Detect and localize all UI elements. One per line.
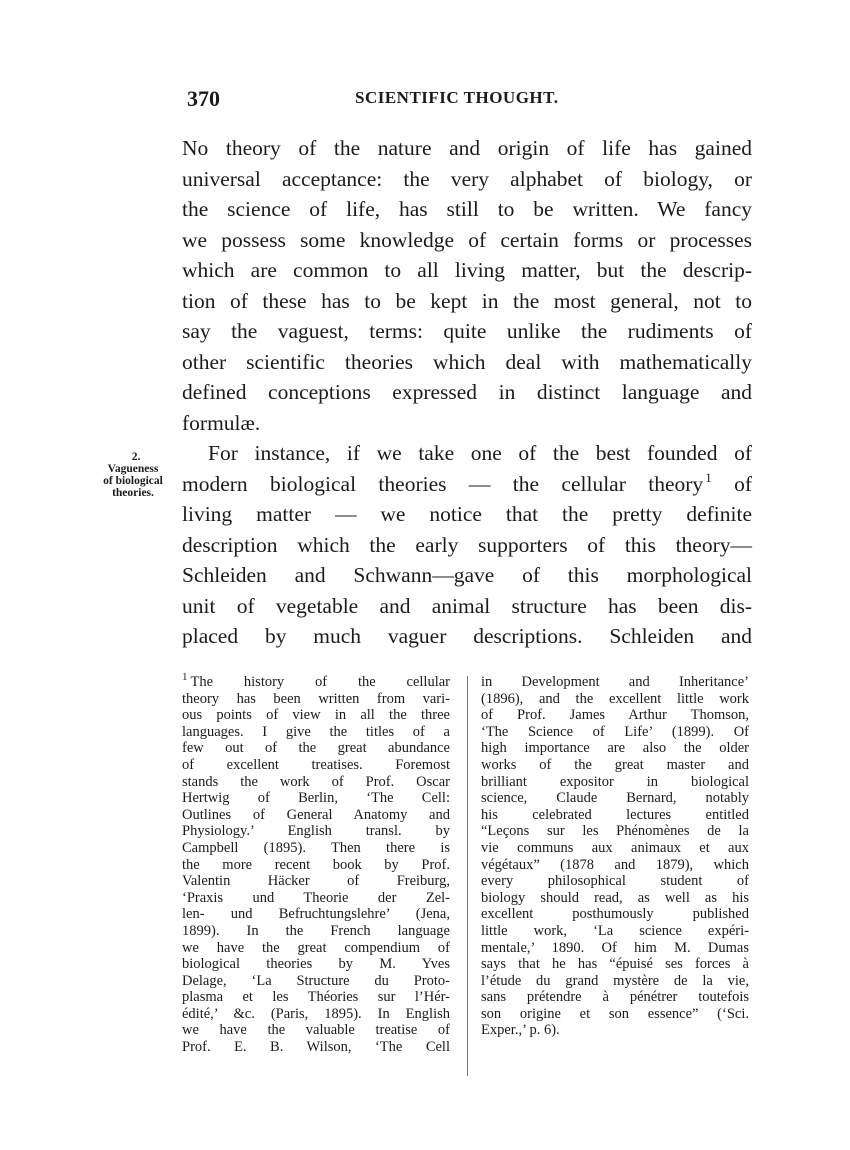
footnote-line: (1896), and the excellent little work	[481, 690, 749, 707]
body-text	[182, 133, 752, 652]
footnote-line: son origine et son essence” (‘Sci.	[481, 1005, 749, 1022]
footnote-line: l’étude du grand mystère de la vie,	[481, 972, 749, 989]
footnote-line: 1899). In the French language	[182, 922, 450, 939]
body-line: For instance, if we take one of the best founded of	[208, 441, 752, 465]
footnote-line: Outlines of General Anatomy and	[182, 806, 450, 823]
footnote-line: brilliant expositor in biological	[481, 773, 749, 790]
body-line	[182, 469, 752, 500]
footnote-right-column	[481, 674, 749, 1039]
footnote-line: Exper.,’ p. 6).	[481, 1022, 560, 1039]
body-line: placed by much vaguer descriptions. Schleiden and	[182, 624, 752, 648]
footnote-marker: 1	[705, 470, 712, 486]
footnote-line: in Development and Inheritance’	[481, 674, 749, 690]
sidenote-line: theories.	[112, 487, 154, 499]
body-line: the science of life, has still to be written. We fancy	[182, 197, 752, 221]
footnote-line: of excellent treatises. Foremost	[182, 756, 450, 773]
body-line: universal acceptance: the very alphabet of biology, or	[182, 166, 752, 191]
footnote-line: végétaux” (1878 and 1879), which	[481, 856, 749, 873]
footnote-line: excellent posthumously published	[481, 906, 749, 923]
footnote-line: vie communs aux animaux et aux	[481, 839, 749, 856]
body-line: defined conceptions expressed in distinct language and	[182, 380, 752, 404]
footnote-line: Campbell (1895). Then there is	[182, 839, 450, 856]
footnote-line: theory has been written from vari-	[182, 690, 450, 707]
footnote-line: languages. I give the titles of a	[182, 723, 450, 740]
footnote-line: the more recent book by Prof.	[182, 856, 450, 873]
body-line: which are common to all living matter, but the descrip-	[182, 258, 752, 282]
page-number: 370	[187, 86, 220, 111]
footnote-line: édité,’ &c. (Paris, 1895). In English	[182, 1005, 450, 1022]
footnote-text: The history of the cellular	[190, 674, 450, 690]
footnote-line: sans prétendre à pénétrer toutefois	[481, 989, 749, 1006]
footnote-line: len- und Befruchtungslehre’ (Jena,	[182, 906, 450, 923]
body-line: say the vaguest, terms: quite unlike the rudiments of	[182, 319, 752, 343]
footnote-column-rule	[467, 676, 468, 1076]
footnote-line: Delage, ‘La Structure du Proto-	[182, 972, 450, 989]
footnote-line: says that he has “épuisé ses forces à	[481, 956, 749, 973]
body-line: description which the early supporters of this theory—	[182, 532, 752, 557]
footnote-line: mentale,’ 1890. Of him M. Dumas	[481, 939, 749, 956]
footnote-line: stands the work of Prof. Oscar	[182, 773, 450, 790]
footnote-line: every philosophical student of	[481, 873, 749, 890]
sidenote-number: 2.	[131, 451, 141, 463]
body-line-text: of	[734, 471, 752, 496]
footnote-line: biology should read, as well as his	[481, 889, 749, 906]
footnote-line: ‘Praxis und Theorie der Zel-	[182, 889, 450, 906]
footnote-number: 1	[182, 671, 188, 684]
footnote-line: “Leçons sur les Phénomènes de la	[481, 823, 749, 840]
footnote-line: his celebrated lectures entitled	[481, 806, 749, 823]
footnote-line: ‘The Science of Life’ (1899). Of	[481, 723, 749, 740]
sidenote-line: of biological	[103, 475, 163, 487]
footnote-line: we have the valuable treatise of	[182, 1022, 450, 1039]
footnote-line: Prof. E. B. Wilson, ‘The Cell	[182, 1039, 450, 1056]
footnote-line: Valentin Häcker of Freiburg,	[182, 873, 450, 890]
footnote-line: few out of the great abundance	[182, 740, 450, 757]
footnote-line: of Prof. James Arthur Thomson,	[481, 707, 749, 724]
body-line: tion of these has to be kept in the most general, not to	[182, 288, 752, 313]
footnote-left-column	[182, 671, 450, 1056]
footnote-line: ous points of view in all the three	[182, 707, 450, 724]
footnote-line: high importance are also the older	[481, 740, 749, 757]
sidenote-line: Vagueness	[107, 463, 159, 475]
footnote-line	[182, 671, 450, 691]
footnote-line: works of the great master and	[481, 756, 749, 773]
footnote-line: biological theories by M. Yves	[182, 956, 450, 973]
body-line: other scientific theories which deal with mathematically	[182, 349, 752, 374]
body-line-text: modern biological theories — the cellular theory	[182, 471, 704, 496]
sidenote	[85, 451, 181, 499]
footnote-line: we have the great compendium of	[182, 939, 450, 956]
running-head: SCIENTIFIC THOUGHT.	[355, 88, 559, 107]
footnote-line: Hertwig of Berlin, ‘The Cell:	[182, 790, 450, 807]
footnote-line: little work, ‘La science expéri-	[481, 922, 749, 939]
body-line: living matter — we notice that the pretty definite	[182, 502, 752, 526]
body-line: Schleiden and Schwann—gave of this morphological	[182, 563, 752, 587]
body-line: No theory of the nature and origin of life has gained	[182, 136, 752, 160]
body-line: we possess some knowledge of certain forms or processes	[182, 227, 752, 252]
body-line: formulæ.	[182, 410, 261, 435]
footnote-line: Physiology.’ English transl. by	[182, 823, 450, 840]
body-line: unit of vegetable and animal structure has been dis-	[182, 593, 752, 618]
footnote-line: science, Claude Bernard, notably	[481, 790, 749, 807]
footnote-line: plasma et les Théories sur l’Hér-	[182, 989, 450, 1006]
